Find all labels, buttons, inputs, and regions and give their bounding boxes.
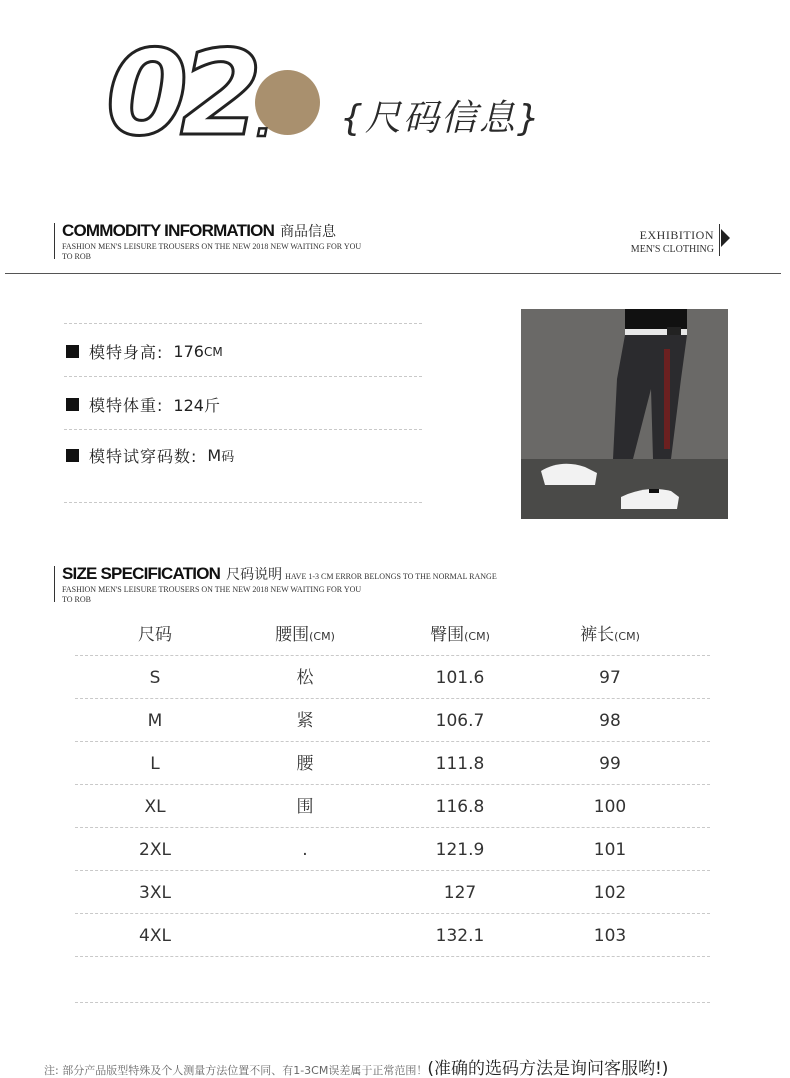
table-row	[75, 787, 710, 827]
model-unit: 码	[221, 450, 235, 465]
exhibition-line1: EXHIBITION	[639, 228, 714, 242]
table-row	[75, 701, 710, 741]
model-unit: CM	[203, 344, 223, 359]
horizontal-rule	[5, 273, 781, 274]
svg-text:.: .	[256, 106, 272, 140]
footer-note	[44, 1054, 668, 1078]
length-cell: 102	[593, 883, 627, 903]
model-size-row	[66, 444, 234, 467]
size-cell: S	[149, 668, 161, 688]
triangle-right-icon	[721, 229, 730, 247]
model-height-row	[66, 340, 223, 363]
length-cell: 98	[599, 711, 621, 731]
waist-cell: 紧	[296, 711, 314, 731]
size-cell: M	[147, 711, 163, 731]
advice-text: (准确的选码方法是询问客服哟!)	[427, 1059, 669, 1078]
table-row	[75, 873, 710, 913]
size-cell: L	[150, 754, 160, 774]
divider	[75, 956, 710, 957]
model-label: 模特身高:	[89, 343, 164, 362]
divider	[75, 827, 710, 828]
table-row	[75, 658, 710, 698]
divider	[75, 870, 710, 871]
section-title	[62, 221, 336, 241]
divider	[54, 223, 55, 259]
model-value: M	[207, 446, 222, 465]
divider	[64, 429, 422, 430]
svg-text:02: 02	[106, 30, 255, 145]
bullet-square-icon	[66, 449, 79, 462]
divider	[75, 913, 710, 914]
disclaimer-text: 注: 部分产品版型特殊及个人测量方法位置不同、有1-3CM误差属于正常范围！	[44, 1064, 428, 1077]
column-header: 臀围(CM)	[430, 625, 490, 645]
table-row	[75, 830, 710, 870]
hip-cell: 116.8	[435, 797, 485, 817]
divider	[75, 655, 710, 656]
section-title-en: SIZE SPECIFICATION	[62, 564, 221, 583]
exhibition-label	[631, 228, 714, 255]
length-cell: 101	[593, 840, 627, 860]
hip-cell: 132.1	[435, 926, 485, 946]
section-number-dot	[256, 106, 296, 140]
divider	[64, 323, 422, 324]
bullet-square-icon	[66, 398, 79, 411]
divider	[75, 1002, 710, 1003]
column-header: 裤长(CM)	[580, 625, 640, 645]
divider	[64, 502, 422, 503]
length-cell: 99	[599, 754, 621, 774]
waist-cell: 围	[296, 797, 314, 817]
waist-cell: .	[302, 840, 308, 860]
model-value: 176	[173, 342, 204, 361]
section-subtitle: FASHION MEN'S LEISURE TROUSERS ON THE NEW 2018 NEW WAITING FOR YOU TO ROB	[62, 242, 362, 261]
divider	[75, 741, 710, 742]
divider	[719, 224, 720, 256]
table-header-row	[75, 615, 710, 655]
waist-cell	[245, 916, 365, 956]
divider	[75, 698, 710, 699]
section-subtitle: FASHION MEN'S LEISURE TROUSERS ON THE NEW 2018 NEW WAITING FOR YOU TO ROB	[62, 585, 362, 604]
length-cell: 97	[599, 668, 621, 688]
hip-cell: 106.7	[435, 711, 485, 731]
section-title-en: COMMODITY INFORMATION	[62, 221, 275, 240]
column-header: 尺码	[138, 625, 172, 645]
size-cell: 4XL	[139, 926, 171, 946]
divider	[54, 566, 55, 602]
model-weight-row	[66, 393, 220, 416]
size-cell: XL	[144, 797, 166, 817]
size-cell: 2XL	[139, 840, 171, 860]
section-number	[104, 30, 274, 145]
divider	[64, 376, 422, 377]
divider	[75, 784, 710, 785]
hip-cell: 127	[443, 883, 477, 903]
model-label: 模特试穿码数:	[89, 447, 198, 466]
hip-cell: 111.8	[435, 754, 485, 774]
section-title-cn: 商品信息	[280, 223, 337, 239]
column-header: 腰围(CM)	[275, 625, 335, 645]
waist-cell	[245, 873, 365, 913]
size-cell: 3XL	[139, 883, 171, 903]
section-title	[62, 564, 497, 584]
length-cell: 103	[593, 926, 627, 946]
tolerance-note: HAVE 1-3 CM ERROR BELONGS TO THE NORMAL RANGE	[285, 572, 497, 581]
table-row	[75, 916, 710, 956]
waist-cell: 腰	[296, 754, 314, 774]
product-photo	[521, 309, 728, 519]
section-title-cn: 尺码说明	[226, 566, 283, 582]
exhibition-line2: MEN'S CLOTHING	[630, 244, 714, 255]
length-cell: 100	[593, 797, 627, 817]
hip-cell: 121.9	[435, 840, 485, 860]
waist-cell: 松	[296, 668, 314, 688]
page-title: {尺码信息}	[340, 98, 542, 139]
model-value: 124斤	[173, 396, 220, 415]
table-row	[75, 744, 710, 784]
bullet-square-icon	[66, 345, 79, 358]
hip-cell: 101.6	[435, 668, 485, 688]
model-label: 模特体重:	[89, 396, 164, 415]
